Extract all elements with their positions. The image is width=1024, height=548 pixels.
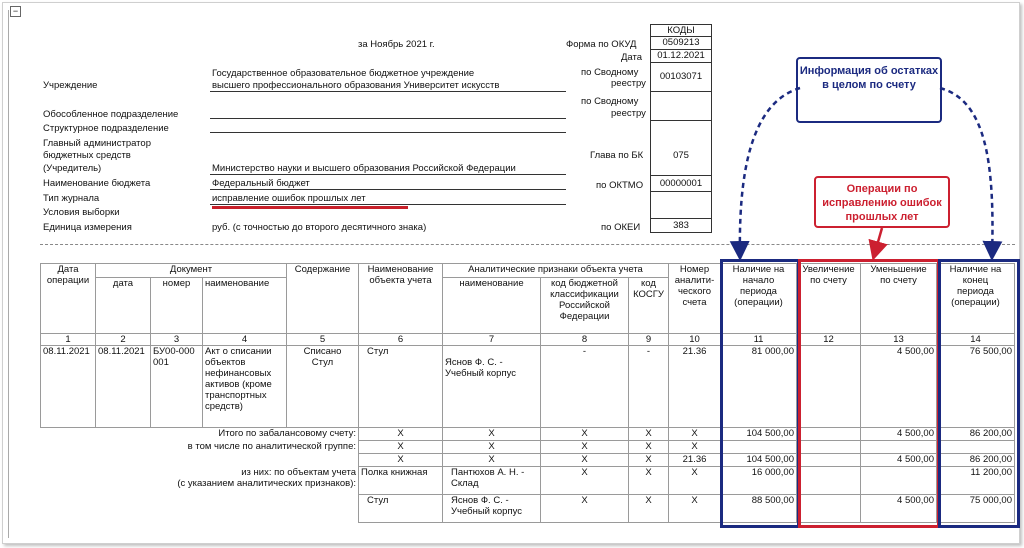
admin-label-2: бюджетных средств bbox=[43, 150, 131, 161]
x-mark: X bbox=[629, 495, 669, 523]
row1-an-name: Яснов Ф. С. - Учебный корпус bbox=[443, 346, 541, 428]
svodny1-code: 00103071 bbox=[650, 62, 712, 92]
oktmo-code: 00000001 bbox=[650, 175, 712, 192]
col-num: 12 bbox=[797, 334, 861, 346]
col-num: 4 bbox=[203, 334, 287, 346]
col-analytic-header: Аналитические признаки объекта учета bbox=[443, 264, 669, 278]
row1-account: 21.36 bbox=[669, 346, 721, 428]
svodny1-label-1: по Сводному bbox=[581, 67, 639, 78]
x-mark: X bbox=[629, 428, 669, 441]
admin-value: Министерство науки и высшего образования Российской Федерации bbox=[212, 163, 516, 174]
x-mark: X bbox=[629, 454, 669, 467]
glava-label: Глава по БК bbox=[590, 150, 644, 161]
group-begin: 104 500,00 bbox=[721, 454, 797, 467]
col-account-header: Номер аналити- ческого счета bbox=[669, 264, 721, 334]
row1-dec: 4 500,00 bbox=[861, 346, 937, 428]
x-mark: X bbox=[359, 428, 443, 441]
x-mark: X bbox=[669, 441, 721, 454]
total-end: 86 200,00 bbox=[937, 428, 1015, 441]
group-dec: 4 500,00 bbox=[861, 454, 937, 467]
col-begin-header: Наличие на начало периода (операции) bbox=[721, 264, 797, 334]
group-end: 86 200,00 bbox=[937, 454, 1015, 467]
x-mark: X bbox=[669, 495, 721, 523]
glava-code: 075 bbox=[650, 120, 712, 176]
x-mark: X bbox=[629, 467, 669, 495]
row1-budget-code: - bbox=[541, 346, 629, 428]
total-begin: 104 500,00 bbox=[721, 428, 797, 441]
row1-doc-date: 08.11.2021 bbox=[96, 346, 151, 428]
budget-value: Федеральный бюджет bbox=[212, 178, 310, 189]
row1-doc-num[interactable]: БУ00-000 001 bbox=[151, 346, 203, 428]
col-kosgu-header: код КОСГУ bbox=[629, 278, 669, 334]
okud-code: 0509213 bbox=[650, 36, 712, 50]
col-num: 6 bbox=[359, 334, 443, 346]
separate-label: Обособленное подразделение bbox=[43, 109, 179, 120]
col-document-header: Документ bbox=[96, 264, 287, 278]
budget-label: Наименование бюджета bbox=[43, 178, 151, 189]
x-mark: X bbox=[669, 467, 721, 495]
x-mark: X bbox=[669, 428, 721, 441]
col-num: 11 bbox=[721, 334, 797, 346]
admin-label-3: (Учредитель) bbox=[43, 163, 102, 174]
institution-value-1: Государственное образовательное бюджетное учреждение bbox=[212, 68, 475, 79]
x-mark: X bbox=[541, 467, 629, 495]
x-mark: X bbox=[443, 454, 541, 467]
col-budget-code-header: код бюджетной классификации Российской Федерации bbox=[541, 278, 629, 334]
oktmo-label: по ОКТМО bbox=[596, 180, 644, 191]
codes-header: КОДЫ bbox=[650, 24, 712, 37]
obj2-an: Яснов Ф. С. - Учебный корпус bbox=[443, 495, 541, 523]
col-num: 9 bbox=[629, 334, 669, 346]
col-doc-name-header: наименование bbox=[203, 278, 287, 334]
obj2-end: 75 000,00 bbox=[937, 495, 1015, 523]
svodny2-label-2: реестру bbox=[611, 108, 646, 119]
journal-label: Тип журнала bbox=[43, 193, 100, 204]
obj2-object: Стул bbox=[359, 495, 443, 523]
col-end-header: Наличие на конец периода (операции) bbox=[937, 264, 1015, 334]
admin-label-1: Главный администратор bbox=[43, 138, 151, 149]
obj1-begin: 16 000,00 bbox=[721, 467, 797, 495]
x-mark: X bbox=[443, 428, 541, 441]
x-mark: X bbox=[541, 441, 629, 454]
institution-value-2: высшего профессионального образования Университет искусств bbox=[212, 80, 500, 91]
x-mark: X bbox=[359, 441, 443, 454]
col-num: 10 bbox=[669, 334, 721, 346]
x-mark: X bbox=[359, 454, 443, 467]
col-num: 7 bbox=[443, 334, 541, 346]
col-num: 13 bbox=[861, 334, 937, 346]
col-date-op-header: Дата операции bbox=[41, 264, 96, 334]
ops-callout: Операции по исправлению ошибок прошлых лет bbox=[814, 176, 950, 228]
obj1-object: Полка книжная bbox=[359, 467, 443, 495]
svodny1-label-2: реестру bbox=[611, 78, 646, 89]
objects-label: из них: по объектам учета (с указанием аналитических признаков): bbox=[177, 466, 356, 489]
col-num: 8 bbox=[541, 334, 629, 346]
journal-value: исправление ошибок прошлых лет bbox=[212, 193, 366, 204]
col-content-header: Содержание bbox=[287, 264, 359, 334]
obj2-dec: 4 500,00 bbox=[861, 495, 937, 523]
unit-label: Единица измерения bbox=[43, 222, 132, 233]
arrow-to-ops bbox=[874, 228, 882, 256]
okud-label: Форма по ОКУД bbox=[566, 39, 637, 50]
row1-kosgu: - bbox=[629, 346, 669, 428]
row1-end: 76 500,00 bbox=[937, 346, 1015, 428]
col-object-header: Наименование объекта учета bbox=[359, 264, 443, 334]
date-code: 01.12.2021 bbox=[650, 49, 712, 63]
obj1-end: 11 200,00 bbox=[937, 467, 1015, 495]
obj1-an: Пантюхов А. Н. - Склад bbox=[443, 467, 541, 495]
info-callout: Информация об остатках в целом по счету bbox=[796, 57, 942, 123]
arrow-to-begin bbox=[740, 88, 800, 256]
okei-code: 383 bbox=[650, 218, 712, 233]
total-dec: 4 500,00 bbox=[861, 428, 937, 441]
group-account: 21.36 bbox=[669, 454, 721, 467]
structural-label: Структурное подразделение bbox=[43, 123, 169, 134]
row1-doc-name: Акт о списании объектов нефинансовых активов (кроме транспортных средств) bbox=[203, 346, 287, 428]
unit-value: руб. (с точностью до второго десятичного знака) bbox=[212, 222, 427, 233]
col-doc-date-header: дата bbox=[96, 278, 151, 334]
x-mark: X bbox=[541, 495, 629, 523]
obj2-begin: 88 500,00 bbox=[721, 495, 797, 523]
okei-label: по ОКЕИ bbox=[601, 222, 641, 233]
col-num: 1 bbox=[41, 334, 96, 346]
x-mark: X bbox=[541, 428, 629, 441]
date-label: Дата bbox=[621, 52, 643, 63]
institution-label: Учреждение bbox=[43, 80, 98, 91]
total-label: Итого по забалансовому счету: bbox=[41, 428, 359, 441]
row1-date-op: 08.11.2021 bbox=[41, 346, 96, 428]
x-mark: X bbox=[443, 441, 541, 454]
row1-object: Стул bbox=[359, 346, 443, 428]
collapse-minus-icon[interactable]: − bbox=[10, 6, 21, 17]
col-an-name-header: наименование bbox=[443, 278, 541, 334]
col-num: 3 bbox=[151, 334, 203, 346]
x-mark: X bbox=[629, 441, 669, 454]
col-num: 5 bbox=[287, 334, 359, 346]
row1-content: Списано Стул bbox=[287, 346, 359, 428]
col-num: 14 bbox=[937, 334, 1015, 346]
period-title: за Ноябрь 2021 г. bbox=[358, 39, 435, 50]
row1-begin: 81 000,00 bbox=[721, 346, 797, 428]
selection-label: Условия выборки bbox=[43, 207, 120, 218]
group-label: в том числе по аналитической группе: bbox=[187, 440, 356, 452]
col-dec-header: Уменьшение по счету bbox=[861, 264, 937, 334]
col-doc-num-header: номер bbox=[151, 278, 203, 334]
arrow-to-end bbox=[940, 88, 992, 256]
col-num: 2 bbox=[96, 334, 151, 346]
svodny2-label-1: по Сводному bbox=[581, 96, 639, 107]
x-mark: X bbox=[541, 454, 629, 467]
col-inc-header: Увеличение по счету bbox=[797, 264, 861, 334]
